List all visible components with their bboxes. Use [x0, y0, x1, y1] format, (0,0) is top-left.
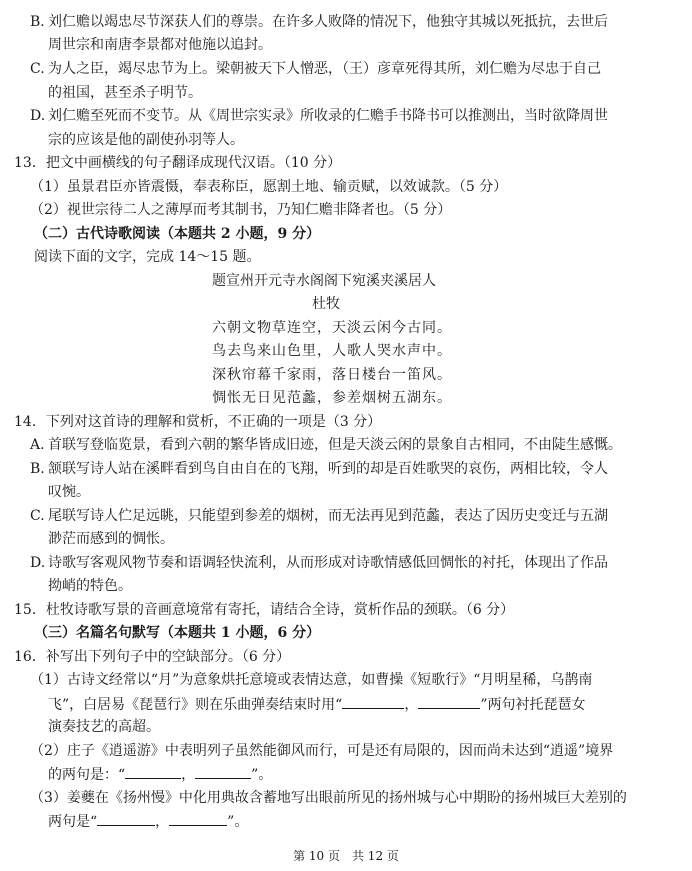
q13-sentence-1: （1）虽景君臣亦皆震慑，奉表称臣，愿割土地、输贡赋，以效诚款。（5 分） — [30, 179, 508, 195]
q14-option-a-label: A. — [30, 437, 45, 453]
q14-stem: 14．下列对这首诗的理解和赏析，不正确的一项是（3 分） — [14, 414, 382, 430]
q16-s1-line2 — [48, 694, 586, 715]
poem-line: 六朝文物草连空，天淡云闲今古同。 — [212, 320, 452, 336]
q16-s1-blank-1[interactable] — [342, 694, 404, 709]
q16-s3-blank-2[interactable] — [169, 811, 227, 826]
q16-s1-blank-2[interactable] — [418, 694, 480, 709]
q14-option-b-line2: 叹惋。 — [48, 484, 90, 500]
q12-option-b-line2: 周世宗和南唐李景都对他施以追封。 — [48, 37, 272, 53]
q16-s2-line1: （2）庄子《逍遥游》中表明列子虽然能御风而行，可是还有局限的，因而尚未达到“逍遥”境界 — [30, 743, 614, 759]
q12-option-c-line1: 为人之臣，竭尽忠节为上。梁朝被天下人憎恶，（王）彦章死得其所，刘仁赡为尽忠于自己 — [48, 61, 601, 77]
q15-stem: 15．杜牧诗歌写景的音画意境常有寄托，请结合全诗，赏析作品的颈联。（6 分） — [14, 602, 515, 618]
poem-author: 杜牧 — [312, 296, 340, 312]
q12-option-b-label: B. — [30, 14, 45, 30]
q12-option-c-line2: 的祖国，甚至杀子明节。 — [48, 85, 202, 101]
q16-s3-text-a: 两句是“ — [48, 814, 98, 830]
q16-s1-text-b: ， — [404, 697, 419, 713]
section2-heading: （二）古代诗歌阅读（本题共 2 小题，9 分） — [34, 226, 321, 242]
q12-option-b-line1: 刘仁赡以竭忠尽节深获人们的尊崇。在许多人败降的情况下，他独守其城以死抵抗，去世后 — [48, 14, 608, 30]
q14-option-a-line1: 首联写登临览景，看到六朝的繁华皆成旧迹，但是天淡云闲的景象自古相同，不由陡生感慨。 — [48, 437, 622, 453]
q14-option-c-line1: 尾联写诗人伫足远眺，只能望到参差的烟树，而无法再见到范蠡，表达了因历史变迁与五湖 — [48, 508, 608, 524]
q16-s3-line2 — [48, 811, 248, 832]
q12-option-d-label: D. — [30, 108, 46, 124]
q16-s2-text-a: 的两句是：“ — [48, 767, 126, 783]
q16-s2-text-b: ， — [181, 767, 196, 783]
q16-s3-text-c: ”。 — [227, 814, 249, 830]
q16-s2-blank-1[interactable] — [125, 764, 181, 779]
q13-stem: 13．把文中画横线的句子翻译成现代汉语。（10 分） — [14, 155, 342, 171]
q14-option-b-label: B. — [30, 461, 45, 477]
q14-option-b-line1: 颔联写诗人站在溪畔看到鸟自由自在的飞翔，听到的却是百姓歌哭的哀伤，两相比较，令人 — [48, 461, 608, 477]
q16-s1-text-c: ”两句衬托琵琶女 — [480, 697, 586, 713]
q16-s2-text-c: ”。 — [251, 767, 273, 783]
q12-option-d-line2: 宗的应该是他的副使孙羽等人。 — [48, 132, 244, 148]
q14-option-d-line2: 拗峭的特色。 — [48, 578, 132, 594]
q16-s2-blank-2[interactable] — [195, 764, 251, 779]
q12-option-c-label: C. — [30, 61, 45, 77]
page-footer: 第 10 页 共 12 页 — [293, 849, 399, 863]
q16-stem: 16．补写出下列句子中的空缺部分。（6 分） — [14, 649, 291, 665]
q13-sentence-2: （2）视世宗待二人之薄厚而考其制书，乃知仁赡非降者也。（5 分） — [30, 202, 452, 218]
q16-s3-text-b: ， — [155, 814, 170, 830]
q16-s1-line1: （1）古诗文经常以“月”为意象烘托意境或表情达意，如曹操《短歌行》“月明星稀，乌鹊南 — [30, 672, 593, 688]
q14-option-c-label: C. — [30, 508, 45, 524]
q14-option-c-line2: 渺茫而感到的惆怅。 — [48, 531, 174, 547]
poem-line: 鸟去鸟来山色里，人歌人哭水声中。 — [212, 343, 452, 359]
q16-s1-text-a: 飞”，白居易《琵琶行》则在乐曲弹奏结束时用“ — [48, 697, 343, 713]
poem-line: 深秋帘幕千家雨，落日楼台一笛风。 — [212, 367, 452, 383]
q12-option-d-line1: 刘仁赡至死而不变节。从《周世宗实录》所收录的仁赡手书降书可以推测出，当时欲降周世 — [48, 108, 608, 124]
section2-intro: 阅读下面的文字，完成 14～15 题。 — [34, 249, 261, 265]
q14-option-d-label: D. — [30, 555, 46, 571]
q16-s3-blank-1[interactable] — [97, 811, 155, 826]
section3-heading: （三）名篇名句默写（本题共 1 小题，6 分） — [34, 625, 321, 641]
q16-s1-line3: 演奏技艺的高超。 — [48, 719, 160, 735]
q16-s3-line1: （3）姜夔在《扬州慢》中化用典故含蓄地写出眼前所见的扬州城与心中期盼的扬州城巨大差别的 — [30, 790, 627, 806]
poem-title: 题宣州开元寺水阁阁下宛溪夹溪居人 — [212, 273, 436, 289]
q14-option-d-line1: 诗歌写客观风物节奏和语调轻快流利，从而形成对诗歌情感低回惆怅的衬托，体现出了作品 — [48, 555, 608, 571]
poem-line: 惆怅无日见范蠡，参差烟树五湖东。 — [212, 390, 452, 406]
q16-s2-line2 — [48, 764, 272, 785]
